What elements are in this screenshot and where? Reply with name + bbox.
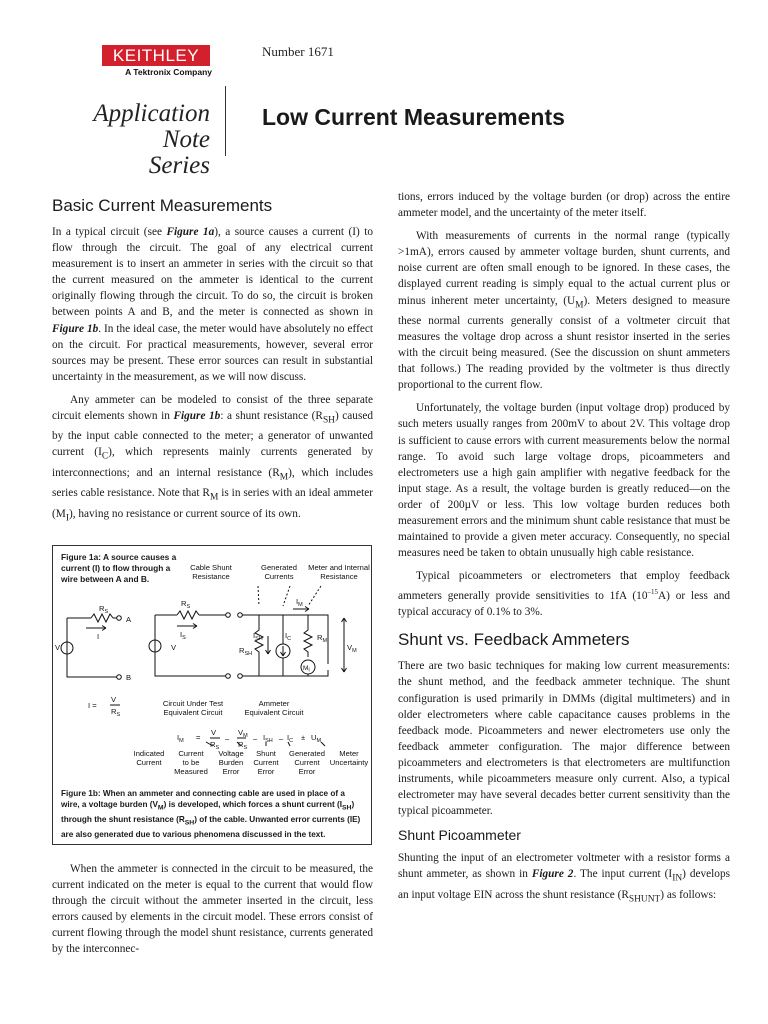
paragraph: Typical picoammeters or electrometers that employ feedback ammeters generally provide sensitivities to 1fA $(10^{-15}A)$ or less and typical accuracy of 0.1% to 3%. [398, 570, 730, 619]
label-eq-ish: I [263, 733, 266, 742]
label-generated-2: Generated [289, 749, 325, 758]
note-number: Number 1671 [262, 44, 334, 59]
label-eq-rs3: R [238, 740, 244, 749]
paragraph: When the ammeter is connected in the circuit to be measured, the current indicated on the meter is equal to the current that would flow through the circuit without the ammeter inserted in the circuit, less errors caused by elements in the circuit model. These errors consist of current flowing through the model shunt resistance, currents generated by the interconnec- [52, 863, 373, 956]
label-uncertainty: Uncertainty [329, 758, 369, 767]
series-title [50, 101, 210, 179]
svg-text:IM: $I_M$ [296, 597, 303, 608]
label-rs-1b: R [181, 599, 187, 608]
label-equivalent-circuit-2: Equivalent Circuit [244, 708, 304, 717]
label-resistance-2: Resistance [320, 572, 358, 581]
svg-text:=: = [196, 733, 201, 742]
section-heading-basic: Basic Current Measurements [52, 196, 273, 215]
svg-text:RS: $R_S$ [99, 604, 109, 615]
label-v-1b: V [171, 643, 177, 652]
label-voltage: Voltage [218, 749, 244, 758]
paragraph: With measurements of currents in the normal range (typically >1mA), errors caused by ammeter voltage burden, shunt currents, and noise current are often small enough to be ignored. In these cases, the displayed current reading is simply equal to the actual current plus or minus inherent meter uncertainty, $(U_M)$. Meters designed to measure these normal currents generally consist of a voltmeter circuit that measures the voltage drop across a shunt resistor inserted in the series with the circuit being measured. (See the discussion on shunt ammeters that follows.) The reading provided by the voltmeter is thus directly proportional to the current flow. [398, 230, 730, 392]
column-left [52, 196, 373, 533]
label-cable-shunt: Cable Shunt [190, 563, 232, 572]
svg-text:MI: MI [303, 665, 310, 674]
label-equivalent-circuit: Equivalent Circuit [163, 708, 223, 717]
label-i-equation: I = [88, 701, 97, 710]
figure-1b-caption: Figure 1b: When an ammeter and connecting cable are used in place of a wire, a voltage burden $(V_M)$ is developed, which forces a shunt current $(I_{SH})$ through the shunt resistance $(R_{SH})$ of the cable. Unwanted error currents (IE) are also generated due to various phenomena discussed in the text. [61, 789, 361, 840]
label-error-3: Error [298, 767, 316, 776]
header-divider [225, 86, 226, 156]
label-currents: Currents [264, 572, 294, 581]
paragraph: Shunting the input of an electrometer voltmeter with a resistor forms a shunt ammeter, as shown in Figure 2. The input current $(I_{IN})$ develops an input voltage EIN across the shunt resistance $(R_{SHUNT})$ as follows: [398, 852, 730, 904]
svg-text:VM: $V_M$ [347, 643, 357, 654]
svg-text:±: ± [301, 733, 306, 742]
label-current-2: Current [253, 758, 279, 767]
label-to-be: to be [182, 758, 200, 767]
label-rs: R [99, 604, 105, 613]
label-meter-internal: Meter and Internal [308, 563, 370, 572]
resistor-rsh [255, 615, 263, 676]
label-measured: Measured [174, 767, 208, 776]
label-meter: Meter [339, 749, 359, 758]
svg-text:–: – [279, 734, 284, 743]
svg-text:RS: $R_S$ [111, 707, 121, 718]
label-ic: I [285, 631, 288, 640]
label-eq-rs2: R [210, 740, 216, 749]
paragraph: tions, errors induced by the voltage burden (or drop) across the entire ammeter model, and the uncertainty of the meter itself. [398, 191, 730, 220]
label-burden: Burden [218, 758, 244, 767]
figure-1a-caption: Figure 1a: A source causes a current (I) to flow through a wire between A and B. [61, 552, 177, 584]
label-generated: Generated [261, 563, 297, 572]
section-heading-shunt-feedback: Shunt vs. Feedback Ammeters [398, 630, 630, 650]
paragraph: There are two basic techniques for making low current measurements: the shunt method, and the feedback ammeter technique. The shunt configuration is used primarily in DMMs (digital multimeters) and in older electrometers where cable capacitance causes problems in the feedback mode. Picoammeters and newer electrometers use only the feedback ammeter configuration. The major difference between picoammeters and electrometers is that electrometers are multifunction instruments, while picoammeters measure only current. Also, a typical electrometer may have several decades better current sensitivity than the typical picoammeter. [398, 660, 730, 818]
svg-text:RS: $R_S$ [238, 740, 248, 751]
label-eq-rs: R [111, 707, 117, 716]
svg-text:IC: $I_C$ [285, 631, 292, 642]
label-rsh: R [239, 646, 245, 655]
label-mi: M [303, 665, 309, 672]
label-circuit-under-test: Circuit Under Test [162, 699, 224, 708]
svg-text:RS: $R_S$ [181, 599, 191, 610]
figure-ref: Figure 1b [173, 410, 221, 423]
svg-text:UM: $U_M$ [311, 733, 322, 744]
resistor-rs-1b [177, 611, 199, 619]
label-ish: I [253, 631, 256, 640]
label-shunt: Shunt [256, 749, 276, 758]
svg-text:ISH: $I_{SH}$ [253, 631, 263, 642]
label-indicated: Indicated [133, 749, 165, 758]
label-eq-v: V [111, 695, 117, 704]
label-eq-vm: V [238, 728, 244, 737]
label-v: V [55, 643, 61, 652]
svg-text:VM: $V_M$ [238, 728, 248, 739]
label-eq-im: I [177, 733, 180, 742]
series-line-2: Series [148, 152, 210, 179]
label-ammeter: Ammeter [258, 699, 290, 708]
series-line-1: Application Note [93, 100, 210, 153]
wire [67, 618, 119, 677]
resistor-rs [91, 614, 113, 622]
label-eq-ic: I [287, 733, 290, 742]
resistor-rm [304, 615, 312, 657]
svg-text:–: – [253, 734, 258, 743]
label-im: I [296, 597, 299, 606]
label-resistance: Resistance [192, 572, 230, 581]
svg-text:IM: $I_M$ [177, 733, 184, 744]
svg-text:–: – [225, 734, 230, 743]
paragraph: Unfortunately, the voltage burden (input voltage drop) produced by such meters usually ranges from 200mV to about 2V. This voltage drop is sufficient to cause errors with current measurements below the normal range. To avoid such large voltage drops, picoammeters and electrometers use a high gain amplifier with negative feedback for the input stage. As a result, the voltage burden is greatly reduced—on the order of 200µV or less. This low voltage burden reduces both measurement errors and the minimum shunt cable resistance that must be maintained to provide a given meter accuracy. Consequently, no special measures need be taken to obtain unusually high cable resistance. [398, 402, 730, 560]
page-title: Low Current Measurements [262, 104, 565, 130]
figure-ref: Figure 1b [52, 322, 99, 335]
paragraph: In a typical circuit (see Figure 1a), a source causes a current (I) to flow through the circuit. The goal of any electrical current measurement is to insert an ammeter in series with the circuit so that the current measured on the ammeter is identical to the current originally flowing through the circuit. To do so, the circuit is broken between points A and B, and the meter is connected as shown in Figure 1b. In the ideal case, the meter would have absolutely no effect on the circuit. For practical measurements, however, several error sources may be present. These error sources can result in substantial uncertainty in the measurement, as we will now discuss. [52, 226, 374, 383]
label-error: Error [222, 767, 240, 776]
logo-tagline: A Tektronix Company [125, 67, 212, 77]
label-eq-v2: V [211, 728, 217, 737]
svg-text:IC: $I_C$ [287, 733, 294, 744]
column-right [398, 189, 730, 914]
label-rm: R [317, 633, 323, 642]
paragraph: Any ammeter can be modeled to consist of the three separate circuit elements shown in Figure 1b: a shunt resistance $(R_{SH})$ caused by the input cable connected to the meter; a generator of unwanted current $(I_C)$, which represents mainly currents generated by interconnections; and an internal resistance $(R_M)$, which includes series cable resistance. Note that $R_M$ is in series with an ideal ammeter $(M_I)$, having no resistance or current source of its own. [52, 393, 374, 523]
label-error-2: Error [257, 767, 275, 776]
svg-text:RM: $R_M$ [317, 633, 328, 644]
figure-1 [52, 545, 372, 845]
label-current-tobe: Current [178, 749, 204, 758]
circuit-diagram [53, 546, 371, 786]
keithley-logo: KEITHLEY [102, 45, 210, 66]
label-i: I [97, 632, 100, 641]
label-is: I [180, 630, 183, 639]
svg-text:RS: $R_S$ [210, 740, 220, 751]
column-left-bottom [52, 861, 373, 965]
svg-text:ISH: $I_{SH}$ [263, 733, 273, 744]
label-current-3: Current [294, 758, 320, 767]
label-current: Current [136, 758, 162, 767]
svg-text:IS: $I_S$ [180, 630, 186, 641]
label-vm: V [347, 643, 353, 652]
subsection-heading-shunt-picoammeter: Shunt Picoammeter [398, 827, 521, 844]
svg-text:RSH: $R_{SH}$ [239, 646, 253, 657]
figure-ref: Figure 2 [531, 868, 574, 881]
label-b: B [126, 673, 132, 682]
label-a: A [126, 615, 132, 624]
figure-ref: Figure 1a [166, 226, 215, 238]
